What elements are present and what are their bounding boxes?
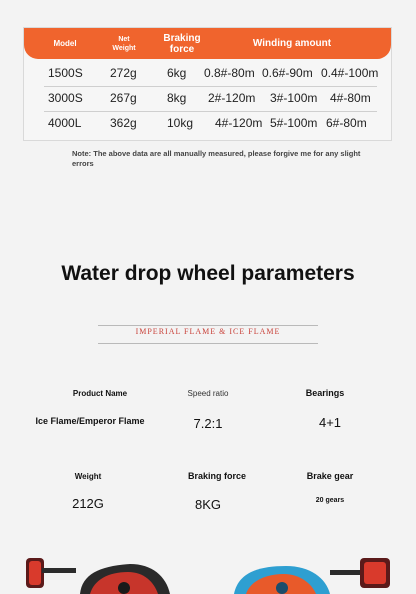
brake-gear-value: 20 gears [315,497,345,504]
bearings-label: Bearings [305,388,345,398]
red-reel-image [20,554,180,594]
cell-net-weight: 272g [110,66,137,80]
blue-reel-image [230,554,400,594]
cell-net-weight: 362g [110,116,137,130]
cell-winding-2: 3#-100m [270,91,318,105]
cell-winding-2: 0.6#-90m [262,66,313,80]
cell-model: 4000L [48,116,82,130]
speed-ratio-label: Speed ratio [187,389,229,398]
cell-braking-force: 6kg [167,66,187,80]
table-row [24,111,391,135]
cell-winding-3: 6#-80m [326,116,367,130]
cell-winding-1: 2#-120m [208,91,256,105]
cell-winding-1: 0.8#-80m [204,66,255,80]
measurement-note: Note: The above data are all manually measured, please forgive me for any slight errors [72,149,361,168]
speed-ratio-value: 7.2:1 [193,416,223,431]
cell-braking-force: 10kg [167,116,194,130]
subtitle-rule-top [98,325,318,326]
cell-winding-2: 5#-100m [270,116,318,130]
header-net-weight: Net Weight [112,35,136,52]
section-subtitle: IMPERIAL FLAME & ICE FLAME [135,327,281,336]
table-row [24,86,391,110]
spec-table-header [24,28,391,59]
subtitle-rule-bottom [98,343,318,344]
braking-force-label: Braking force [187,471,247,481]
weight-label: Weight [74,472,102,481]
header-model: Model [53,39,77,48]
brake-gear-label: Brake gear [306,471,354,481]
cell-winding-3: 4#-80m [330,91,371,105]
spec-table [23,27,392,141]
cell-model: 3000S [48,91,83,105]
cell-braking-force: 8kg [167,91,187,105]
header-winding-amount: Winding amount [252,38,332,49]
braking-force-value: 8KG [194,497,221,512]
header-braking-force: Braking force [163,32,201,55]
bearings-value: 4+1 [318,415,342,430]
weight-value: 212G [72,496,104,511]
product-name-value: Ice Flame/Emperor Flame [35,416,145,426]
cell-model: 1500S [48,66,83,80]
cell-winding-1: 4#-120m [215,116,263,130]
product-name-label: Product Name [72,389,128,398]
cell-net-weight: 267g [110,91,137,105]
section-title: Water drop wheel parameters [61,262,355,285]
cell-winding-3: 0.4#-100m [321,66,379,80]
table-row [24,61,391,85]
